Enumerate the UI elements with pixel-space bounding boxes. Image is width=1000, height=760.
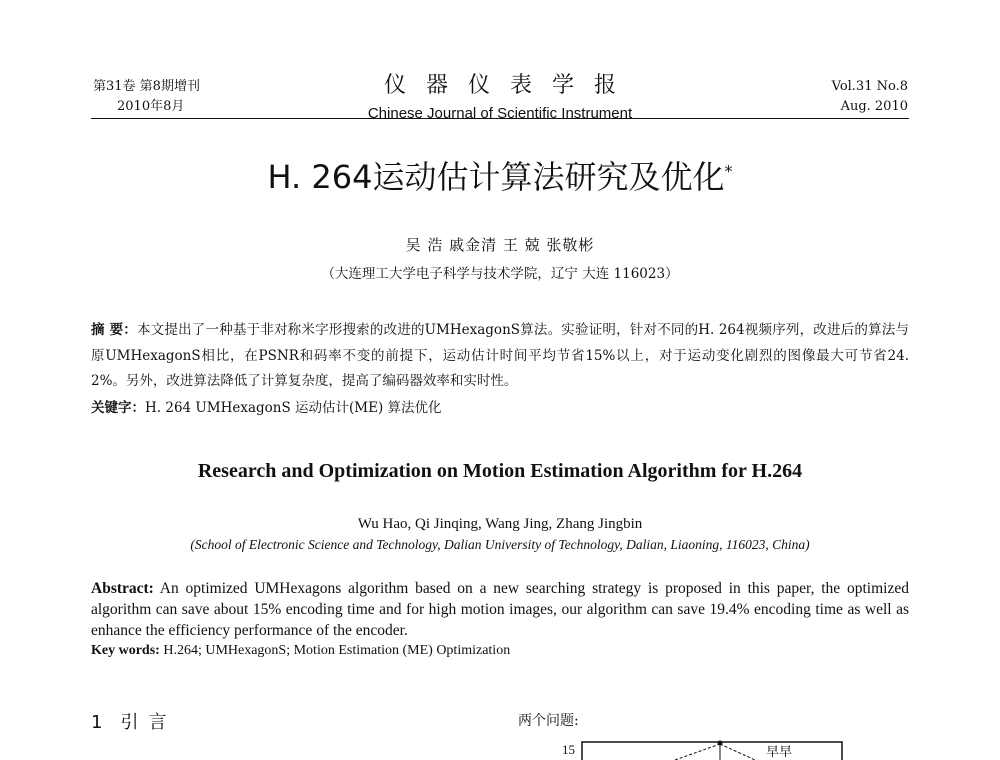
column2-text: 两个问题: — [518, 713, 579, 729]
figure-frame — [582, 742, 842, 760]
authors-cn: 吴 浩 戚金清 王 兢 张敬彬 — [405, 236, 595, 254]
journal-name-en: Chinese Journal of Scientific Instrument — [367, 105, 633, 122]
publication-date-en: Aug. 2010 — [840, 99, 908, 114]
section-title: 引言 — [120, 712, 177, 733]
figure-node — [718, 741, 723, 746]
affiliation-cn: （大连理工大学电子科学与技术学院，辽宁 大连 116023） — [321, 266, 679, 282]
abstract-cn — [91, 318, 909, 395]
paper-title-en: Research and Optimization on Motion Estimation Algorithm for H.264 — [197, 460, 803, 482]
title-footnote-mark: * — [724, 161, 733, 181]
figure-dashed-line-right — [720, 744, 755, 760]
header-rule — [91, 118, 909, 119]
keywords-cn — [91, 396, 909, 421]
volume-issue: 第31卷 第8期增刊 — [93, 79, 200, 94]
figure-axis-label: 15 — [562, 742, 575, 757]
keywords-cn-text: H. 264 UMHexagonS 运动估计(ME) 算法优化 — [145, 400, 442, 416]
running-header-left — [93, 77, 200, 117]
running-header-right — [832, 77, 908, 117]
keywords-en — [91, 643, 510, 659]
abstract-en-text: An optimized UMHexagons algorithm based on a new searching strategy is proposed in this paper, the optimized algorithm can save about 15% encoding time and for high motion images, our algorithm can save 19.4% encoding time as well as enhance the efficiency performance of the encoder. — [91, 580, 909, 639]
figure-box-label: 早早 — [766, 745, 793, 760]
section-heading — [91, 708, 176, 734]
keywords-en-label: Key words: — [91, 643, 160, 658]
volume-en: Vol.31 No.8 — [831, 79, 908, 94]
authors-en: Wu Hao, Qi Jinqing, Wang Jing, Zhang Jingbin — [357, 516, 643, 532]
keywords-cn-label: 关键字： — [91, 400, 145, 416]
journal-masthead — [300, 68, 700, 122]
figure-diagram — [580, 736, 850, 760]
publication-date-cn: 2010年8月 — [117, 99, 185, 114]
abstract-en-label: Abstract: — [91, 580, 154, 597]
abstract-en — [91, 578, 909, 641]
abstract-cn-text: 本文提出了一种基于非对称米字形搜索的改进的UMHexagonS算法。实验证明，针对不同的H. 264视频序列，改进后的算法与原UMHexagonS相比，在PSNR和码率不变的前提下，运动估计时间平均节省15%以上，对于运动变化剧烈的图像最大可节省24. 2%。另外，改进算法降低了计算复杂度，提高了编码器效率和实时性。 — [91, 322, 909, 389]
journal-name-cn: 仪器仪表学报 — [383, 73, 636, 98]
affiliation-en: (School of Electronic Science and Technology, Dalian University of Technology, Dalian, Liaoning, 116023, China) — [190, 537, 810, 552]
paper-title-cn — [0, 152, 1000, 198]
figure-dashed-line-left — [675, 744, 720, 760]
abstract-cn-label: 摘 要： — [91, 322, 137, 338]
paper-title-cn-text: H. 264运动估计算法研究及优化 — [267, 158, 725, 196]
keywords-en-text: H.264; UMHexagonS; Motion Estimation (ME) Optimization — [163, 643, 511, 658]
section-number: 1 — [91, 712, 103, 733]
